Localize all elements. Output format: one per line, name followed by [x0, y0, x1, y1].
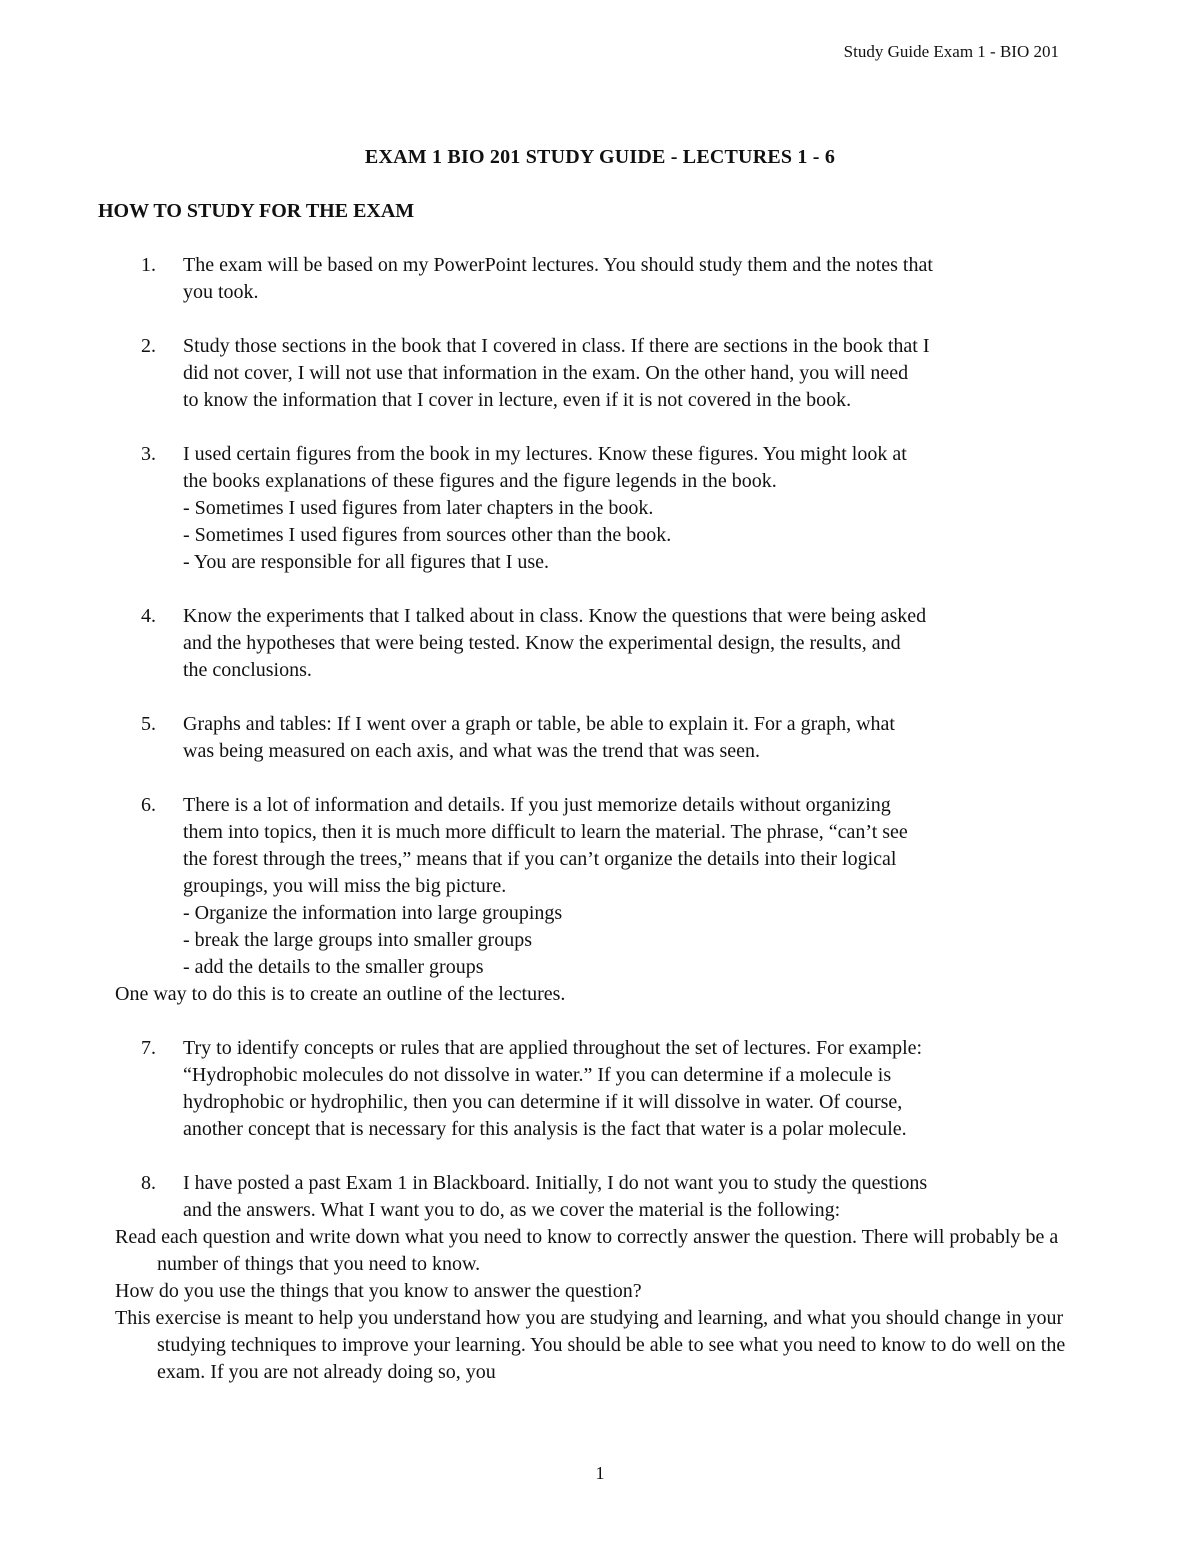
- item-line: another concept that is necessary for this analysis is the fact that water is a polar molecule.: [183, 1118, 907, 1140]
- sub-bullet: - break the large groups into smaller groups: [183, 929, 532, 951]
- list-item: [141, 711, 1071, 765]
- sub-bullet: - Sometimes I used figures from sources other than the book.: [183, 524, 672, 546]
- item-text: Study those sections in the book that I covered in class. If there are sections in the book that I: [183, 335, 930, 357]
- item-text: Graphs and tables: If I went over a graph or table, be able to explain it. For a graph, what: [183, 713, 895, 735]
- item-number: 6.: [141, 794, 156, 816]
- item-line: you took.: [183, 281, 259, 303]
- item-line: them into topics, then it is much more difficult to learn the material. The phrase, “can’t see: [183, 821, 908, 843]
- item-line: the conclusions.: [183, 659, 312, 681]
- item-line: and the answers. What I want you to do, as we cover the material is the following:: [183, 1199, 841, 1221]
- item-text: The exam will be based on my PowerPoint lectures. You should study them and the notes that: [183, 254, 933, 276]
- item-number: 3.: [141, 443, 156, 465]
- item-number: 1.: [141, 254, 156, 276]
- item-line: did not cover, I will not use that information in the exam. On the other hand, you will need: [183, 362, 909, 384]
- list-item: [141, 603, 1071, 684]
- sub-bullet: - You are responsible for all figures that I use.: [183, 551, 550, 573]
- item-line: the books explanations of these figures and the figure legends in the book.: [183, 470, 777, 492]
- item-number: 2.: [141, 335, 156, 357]
- section-heading: HOW TO STUDY FOR THE EXAM: [98, 200, 415, 222]
- item-paragraph: How do you use the things that you know to answer the question?: [115, 1280, 642, 1302]
- list-item: [141, 333, 1071, 414]
- item-text: I have posted a past Exam 1 in Blackboard. Initially, I do not want you to study the questions: [183, 1172, 928, 1194]
- page-title: EXAM 1 BIO 201 STUDY GUIDE - LECTURES 1 - 6: [364, 146, 836, 168]
- item-line: and the hypotheses that were being tested. Know the experimental design, the results, and: [183, 632, 901, 654]
- list-item: [115, 792, 1071, 1008]
- instruction-list: [115, 252, 1071, 1413]
- sub-bullet: - Organize the information into large groupings: [183, 902, 563, 924]
- page-number: 1: [595, 1463, 605, 1483]
- item-number: 7.: [141, 1037, 156, 1059]
- list-item: [141, 1035, 1071, 1143]
- item-text: I used certain figures from the book in my lectures. Know these figures. You might look at: [183, 443, 907, 465]
- item-text: There is a lot of information and details. If you just memorize details without organizing: [183, 794, 891, 816]
- item-text: Try to identify concepts or rules that are applied throughout the set of lectures. For example:: [183, 1037, 923, 1059]
- item-number: 5.: [141, 713, 156, 735]
- item-line: “Hydrophobic molecules do not dissolve in water.” If you can determine if a molecule is: [183, 1064, 892, 1086]
- list-item: [141, 252, 1071, 306]
- item-number: 4.: [141, 605, 156, 627]
- item-text: Know the experiments that I talked about in class. Know the questions that were being asked: [183, 605, 927, 627]
- item-line: groupings, you will miss the big picture.: [183, 875, 507, 897]
- item-line: to know the information that I cover in lecture, even if it is not covered in the book.: [183, 389, 852, 411]
- sub-bullet: - add the details to the smaller groups: [183, 956, 484, 978]
- list-item: [115, 1170, 1071, 1386]
- item-line: the forest through the trees,” means that if you can’t organize the details into their logical: [183, 848, 897, 870]
- item-line: was being measured on each axis, and what was the trend that was seen.: [183, 740, 761, 762]
- running-header: Study Guide Exam 1 - BIO 201: [843, 42, 1059, 61]
- item-trailing-note: One way to do this is to create an outline of the lectures.: [115, 983, 566, 1005]
- item-line: hydrophobic or hydrophilic, then you can determine if it will dissolve in water. Of course,: [183, 1091, 903, 1113]
- item-paragraph: Read each question and write down what you need to know to correctly answer the question. There will probably be a number of things that you need to know.: [115, 1226, 1059, 1275]
- item-number: 8.: [141, 1172, 156, 1194]
- sub-bullet: - Sometimes I used figures from later chapters in the book.: [183, 497, 654, 519]
- item-paragraph: This exercise is meant to help you understand how you are studying and learning, and what you should change in your studying techniques to improve your learning. You should be able to see what you need to know to do well on the exam. If you are not already doing so, you: [115, 1307, 1066, 1383]
- list-item: [141, 441, 1071, 576]
